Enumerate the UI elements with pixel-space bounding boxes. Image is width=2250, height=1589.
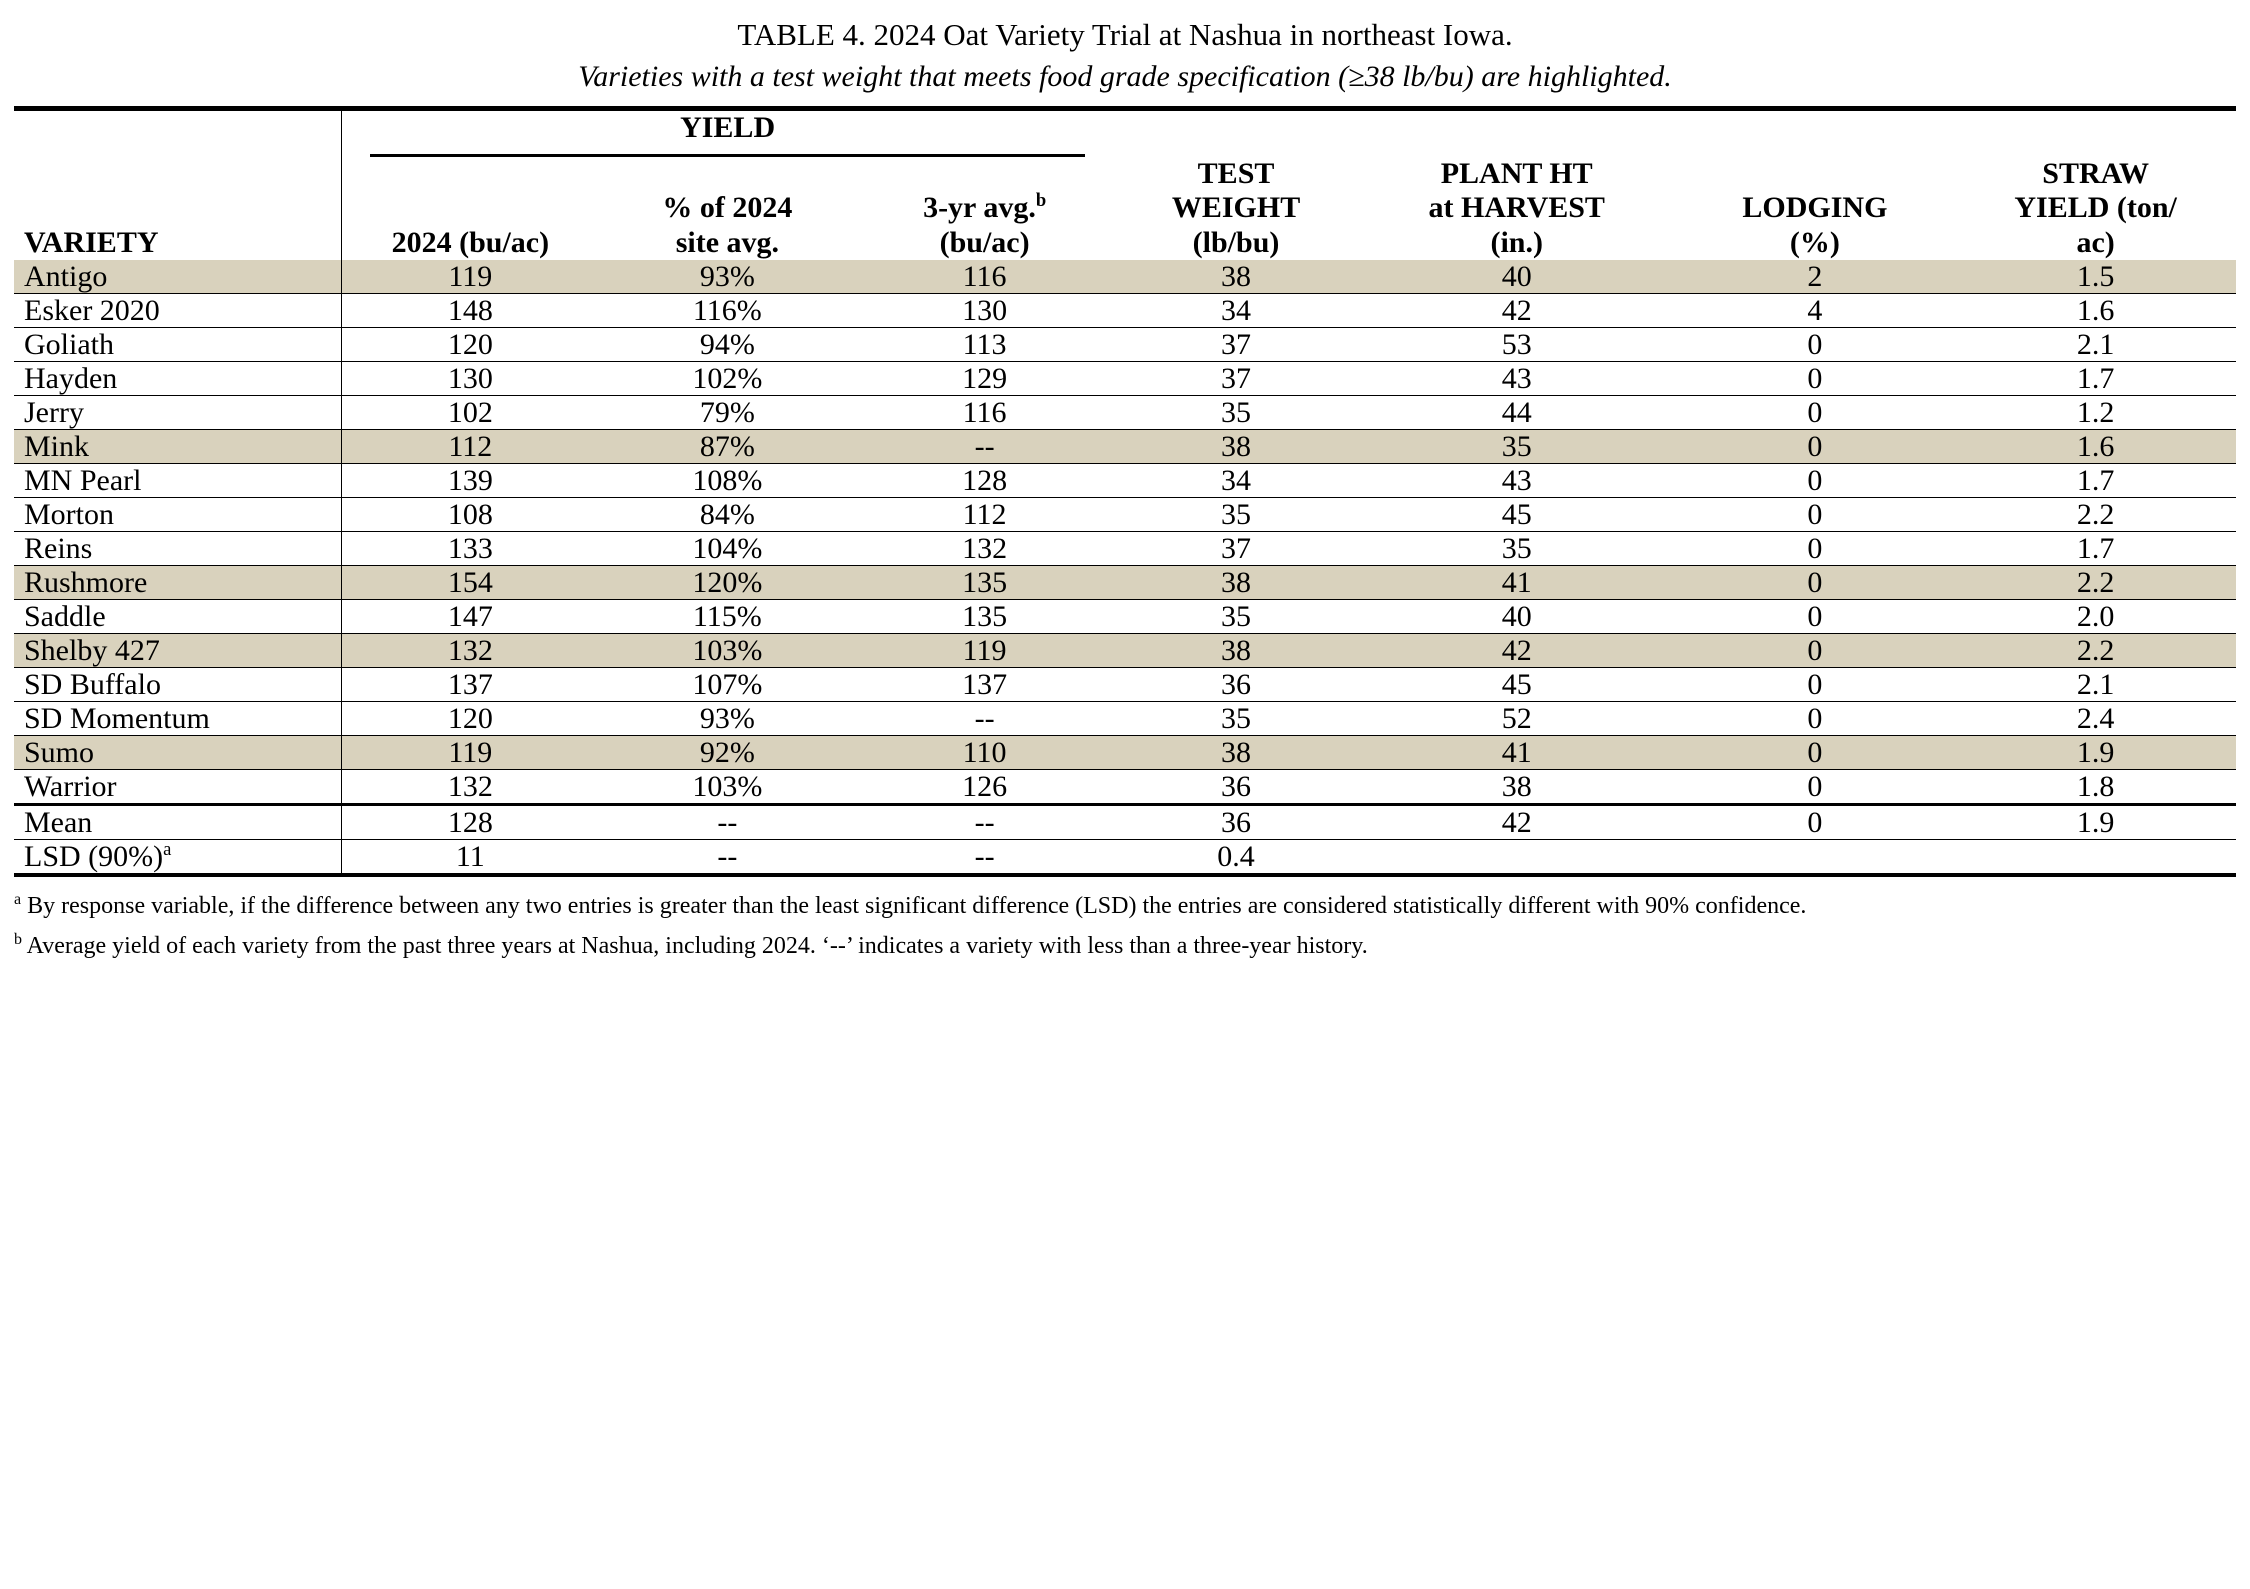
- cell-plant-ht: 40: [1359, 260, 1675, 294]
- cell-plant-ht: 44: [1359, 396, 1675, 430]
- cell-test-weight: 38: [1113, 430, 1359, 464]
- cell-avg-3yr: 128: [856, 464, 1113, 498]
- cell-yield-2024: 120: [341, 328, 598, 362]
- cell-yield-2024: 137: [341, 668, 598, 702]
- column-header-pct-site-avg-line2: site avg.: [675, 225, 780, 259]
- variety-trial-table: [14, 106, 2236, 878]
- summary-label-text: Mean: [24, 806, 93, 840]
- cell-lodging: 0: [1675, 396, 1956, 430]
- cell-avg-3yr: 137: [856, 668, 1113, 702]
- cell-test-weight: 36: [1113, 668, 1359, 702]
- group-header-spacer-straw: [1955, 108, 2236, 157]
- column-header-3yr-avg-line1: [856, 190, 1113, 226]
- cell-straw-yield: 1.9: [1955, 736, 2236, 770]
- cell-test-weight: 34: [1113, 294, 1359, 328]
- yield-group-label: YIELD: [680, 110, 776, 144]
- cell-lodging: 0: [1675, 498, 1956, 532]
- cell-avg-3yr: --: [856, 702, 1113, 736]
- cell-pct-site-avg: 92%: [599, 736, 856, 770]
- cell-plant-ht: 45: [1359, 498, 1675, 532]
- cell-plant-ht: 45: [1359, 668, 1675, 702]
- cell-straw-yield: 1.2: [1955, 396, 2236, 430]
- summary-label-superscript: a: [163, 839, 172, 861]
- column-header-straw-yield-line3: ac): [2076, 225, 2115, 259]
- cell-summary-avg-3yr: --: [856, 805, 1113, 840]
- table-row: [14, 362, 2236, 396]
- column-header-test-weight: [1113, 157, 1359, 261]
- cell-lodging: 0: [1675, 770, 1956, 805]
- column-header-plant-ht: [1359, 157, 1675, 261]
- column-header-straw-yield: [1955, 157, 2236, 261]
- cell-plant-ht: 35: [1359, 430, 1675, 464]
- cell-plant-ht: 41: [1359, 736, 1675, 770]
- cell-avg-3yr: 129: [856, 362, 1113, 396]
- cell-straw-yield: 1.7: [1955, 362, 2236, 396]
- cell-lodging: 0: [1675, 600, 1956, 634]
- table-row: [14, 702, 2236, 736]
- cell-plant-ht: 42: [1359, 634, 1675, 668]
- cell-straw-yield: 1.7: [1955, 464, 2236, 498]
- cell-avg-3yr: 113: [856, 328, 1113, 362]
- table-title: TABLE 4. 2024 Oat Variety Trial at Nashua in northeast Iowa.: [737, 17, 1513, 52]
- column-header-plant-ht-line1: PLANT HT: [1440, 156, 1593, 190]
- cell-lodging: 0: [1675, 532, 1956, 566]
- cell-yield-2024: 139: [341, 464, 598, 498]
- column-header-variety: [14, 157, 341, 261]
- cell-lodging: 0: [1675, 328, 1956, 362]
- cell-test-weight: 37: [1113, 532, 1359, 566]
- yield-group-underline: [370, 148, 1085, 157]
- column-header-plant-ht-line3: (in.): [1490, 225, 1543, 259]
- column-header-3yr-avg-superscript: b: [1035, 190, 1047, 212]
- column-header-test-weight-line3: (lb/bu): [1192, 225, 1280, 259]
- footnote-a-text: By response variable, if the difference between any two entries is greater than the least significant difference (LSD) the entries are considered statistically different with 90% confidence.: [21, 893, 1807, 920]
- cell-yield-2024: 108: [341, 498, 598, 532]
- cell-lodging: 0: [1675, 736, 1956, 770]
- cell-pct-site-avg: 103%: [599, 770, 856, 805]
- cell-avg-3yr: --: [856, 430, 1113, 464]
- cell-pct-site-avg: 84%: [599, 498, 856, 532]
- group-header-spacer: [14, 108, 341, 157]
- cell-straw-yield: 2.0: [1955, 600, 2236, 634]
- cell-test-weight: 34: [1113, 464, 1359, 498]
- cell-pct-site-avg: 102%: [599, 362, 856, 396]
- cell-variety: Saddle: [14, 600, 341, 634]
- cell-pct-site-avg: 93%: [599, 260, 856, 294]
- cell-summary-yield-2024: 128: [341, 805, 598, 840]
- column-header-3yr-avg-line2: (bu/ac): [939, 225, 1030, 259]
- table-subtitle: Varieties with a test weight that meets food grade specification (≥38 lb/bu) are highlighted.: [578, 59, 1672, 93]
- table-row: [14, 736, 2236, 770]
- column-header-pct-site-avg: [599, 157, 856, 261]
- cell-variety: Morton: [14, 498, 341, 532]
- cell-avg-3yr: 126: [856, 770, 1113, 805]
- cell-straw-yield: 2.4: [1955, 702, 2236, 736]
- cell-test-weight: 38: [1113, 634, 1359, 668]
- cell-summary-test-weight: 36: [1113, 805, 1359, 840]
- footnote-a-marker: a: [14, 891, 22, 909]
- cell-plant-ht: 53: [1359, 328, 1675, 362]
- cell-straw-yield: 1.6: [1955, 294, 2236, 328]
- summary-row: [14, 805, 2236, 840]
- cell-variety: SD Momentum: [14, 702, 341, 736]
- cell-test-weight: 35: [1113, 600, 1359, 634]
- cell-pct-site-avg: 103%: [599, 634, 856, 668]
- cell-summary-label: [14, 840, 341, 876]
- cell-pct-site-avg: 116%: [599, 294, 856, 328]
- footnote-b: [14, 929, 2236, 963]
- table-title-block: [14, 10, 2236, 106]
- cell-lodging: 0: [1675, 634, 1956, 668]
- cell-yield-2024: 102: [341, 396, 598, 430]
- cell-pct-site-avg: 104%: [599, 532, 856, 566]
- table-row: [14, 396, 2236, 430]
- cell-straw-yield: 2.2: [1955, 566, 2236, 600]
- cell-plant-ht: 43: [1359, 362, 1675, 396]
- cell-straw-yield: 1.6: [1955, 430, 2236, 464]
- cell-variety: Esker 2020: [14, 294, 341, 328]
- cell-lodging: 0: [1675, 464, 1956, 498]
- cell-avg-3yr: 135: [856, 566, 1113, 600]
- column-header-straw-yield-line2: YIELD (ton/: [2014, 191, 2177, 225]
- cell-plant-ht: 35: [1359, 532, 1675, 566]
- cell-summary-yield-2024: 11: [341, 840, 598, 876]
- column-header-3yr-avg-text: 3-yr avg.: [923, 191, 1036, 225]
- column-header-3yr-avg: [856, 157, 1113, 261]
- cell-lodging: 0: [1675, 430, 1956, 464]
- cell-test-weight: 36: [1113, 770, 1359, 805]
- yield-group-header: [341, 108, 1113, 157]
- cell-variety: SD Buffalo: [14, 668, 341, 702]
- cell-yield-2024: 154: [341, 566, 598, 600]
- table-row: [14, 328, 2236, 362]
- footnote-b-text: Average yield of each variety from the past three years at Nashua, including 2024. ‘--’ indicates a variety with less than a three-year history.: [22, 933, 1368, 960]
- cell-lodging: 0: [1675, 362, 1956, 396]
- cell-yield-2024: 119: [341, 260, 598, 294]
- cell-test-weight: 37: [1113, 328, 1359, 362]
- cell-straw-yield: 2.1: [1955, 328, 2236, 362]
- cell-avg-3yr: 116: [856, 396, 1113, 430]
- cell-test-weight: 38: [1113, 566, 1359, 600]
- cell-yield-2024: 132: [341, 770, 598, 805]
- cell-summary-lodging: [1675, 840, 1956, 876]
- cell-yield-2024: 133: [341, 532, 598, 566]
- table-row: [14, 634, 2236, 668]
- table-row: [14, 566, 2236, 600]
- table-row: [14, 498, 2236, 532]
- table-body: [14, 260, 2236, 875]
- cell-avg-3yr: 135: [856, 600, 1113, 634]
- cell-plant-ht: 42: [1359, 294, 1675, 328]
- cell-straw-yield: 2.1: [1955, 668, 2236, 702]
- cell-yield-2024: 130: [341, 362, 598, 396]
- table-row: [14, 600, 2236, 634]
- cell-avg-3yr: 116: [856, 260, 1113, 294]
- cell-test-weight: 38: [1113, 736, 1359, 770]
- cell-yield-2024: 119: [341, 736, 598, 770]
- cell-variety: MN Pearl: [14, 464, 341, 498]
- cell-summary-pct-site-avg: --: [599, 805, 856, 840]
- cell-lodging: 0: [1675, 566, 1956, 600]
- column-header-variety-label: VARIETY: [24, 225, 159, 259]
- cell-summary-straw-yield: [1955, 840, 2236, 876]
- column-header-yield-2024: [341, 157, 598, 261]
- cell-variety: Hayden: [14, 362, 341, 396]
- cell-variety: Shelby 427: [14, 634, 341, 668]
- cell-variety: Rushmore: [14, 566, 341, 600]
- cell-straw-yield: 1.8: [1955, 770, 2236, 805]
- footnote-b-marker: b: [14, 931, 22, 949]
- cell-test-weight: 35: [1113, 498, 1359, 532]
- cell-summary-straw-yield: 1.9: [1955, 805, 2236, 840]
- column-header-yield-2024-label: 2024 (bu/ac): [391, 225, 550, 259]
- footnote-a: [14, 889, 2236, 923]
- cell-straw-yield: 2.2: [1955, 634, 2236, 668]
- column-header-plant-ht-line2: at HARVEST: [1428, 191, 1605, 225]
- cell-yield-2024: 112: [341, 430, 598, 464]
- cell-summary-test-weight: 0.4: [1113, 840, 1359, 876]
- footnotes: [14, 889, 2236, 963]
- cell-straw-yield: 1.7: [1955, 532, 2236, 566]
- column-header-test-weight-line1: TEST: [1197, 156, 1275, 190]
- cell-yield-2024: 120: [341, 702, 598, 736]
- table-row: [14, 770, 2236, 805]
- cell-straw-yield: 1.5: [1955, 260, 2236, 294]
- cell-variety: Reins: [14, 532, 341, 566]
- cell-avg-3yr: 132: [856, 532, 1113, 566]
- group-header-spacer-test-weight: [1113, 108, 1359, 157]
- cell-pct-site-avg: 107%: [599, 668, 856, 702]
- group-header-spacer-lodging: [1675, 108, 1956, 157]
- cell-avg-3yr: 119: [856, 634, 1113, 668]
- cell-summary-avg-3yr: --: [856, 840, 1113, 876]
- cell-plant-ht: 52: [1359, 702, 1675, 736]
- cell-plant-ht: 38: [1359, 770, 1675, 805]
- cell-pct-site-avg: 93%: [599, 702, 856, 736]
- summary-label-text: LSD (90%): [24, 840, 164, 874]
- cell-summary-plant-ht: 42: [1359, 805, 1675, 840]
- cell-yield-2024: 147: [341, 600, 598, 634]
- group-header-spacer-plant-ht: [1359, 108, 1675, 157]
- cell-summary-lodging: 0: [1675, 805, 1956, 840]
- cell-plant-ht: 41: [1359, 566, 1675, 600]
- cell-lodging: 0: [1675, 702, 1956, 736]
- column-header-test-weight-line2: WEIGHT: [1171, 191, 1301, 225]
- cell-pct-site-avg: 94%: [599, 328, 856, 362]
- cell-pct-site-avg: 120%: [599, 566, 856, 600]
- cell-avg-3yr: 112: [856, 498, 1113, 532]
- cell-pct-site-avg: 79%: [599, 396, 856, 430]
- cell-lodging: 2: [1675, 260, 1956, 294]
- cell-pct-site-avg: 108%: [599, 464, 856, 498]
- cell-pct-site-avg: 87%: [599, 430, 856, 464]
- cell-pct-site-avg: 115%: [599, 600, 856, 634]
- cell-lodging: 0: [1675, 668, 1956, 702]
- column-header-row: [14, 157, 2236, 261]
- summary-row: [14, 840, 2236, 876]
- table-row: [14, 464, 2236, 498]
- table-row: [14, 294, 2236, 328]
- cell-test-weight: 35: [1113, 702, 1359, 736]
- cell-variety: Antigo: [14, 260, 341, 294]
- yield-group-header-row: [14, 108, 2236, 157]
- cell-variety: Mink: [14, 430, 341, 464]
- cell-plant-ht: 40: [1359, 600, 1675, 634]
- column-header-straw-yield-line1: STRAW: [2042, 156, 2149, 190]
- cell-variety: Warrior: [14, 770, 341, 805]
- cell-summary-label: [14, 805, 341, 840]
- column-header-lodging-line2: (%): [1789, 225, 1840, 259]
- table-row: [14, 430, 2236, 464]
- table-row: [14, 260, 2236, 294]
- cell-summary-plant-ht: [1359, 840, 1675, 876]
- table-row: [14, 668, 2236, 702]
- column-header-lodging-line1: LODGING: [1742, 191, 1888, 225]
- cell-avg-3yr: 110: [856, 736, 1113, 770]
- cell-straw-yield: 2.2: [1955, 498, 2236, 532]
- cell-variety: Sumo: [14, 736, 341, 770]
- cell-test-weight: 37: [1113, 362, 1359, 396]
- column-header-lodging: [1675, 157, 1956, 261]
- cell-avg-3yr: 130: [856, 294, 1113, 328]
- cell-yield-2024: 148: [341, 294, 598, 328]
- cell-yield-2024: 132: [341, 634, 598, 668]
- cell-variety: Goliath: [14, 328, 341, 362]
- column-header-pct-site-avg-line1: % of 2024: [662, 191, 793, 225]
- cell-variety: Jerry: [14, 396, 341, 430]
- cell-summary-pct-site-avg: --: [599, 840, 856, 876]
- table-row: [14, 532, 2236, 566]
- cell-lodging: 4: [1675, 294, 1956, 328]
- cell-test-weight: 35: [1113, 396, 1359, 430]
- cell-test-weight: 38: [1113, 260, 1359, 294]
- cell-plant-ht: 43: [1359, 464, 1675, 498]
